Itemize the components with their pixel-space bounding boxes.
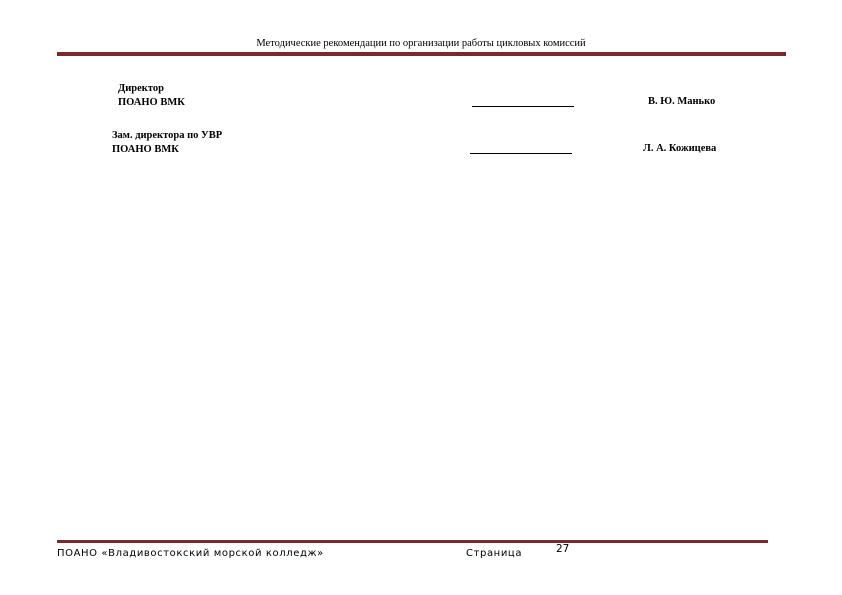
footer-page-label: Страница — [466, 548, 523, 559]
signature-organization: ПОАНО ВМК — [118, 97, 185, 108]
signature-position: Директор — [118, 83, 164, 94]
signature-name: Л. А. Кожицева — [643, 143, 717, 154]
header-rule — [57, 52, 786, 56]
signature-name: В. Ю. Манько — [648, 96, 716, 107]
header-title: Методические рекомендации по организации работы цикловых комиссий — [256, 38, 586, 49]
page-number: 27 — [556, 543, 570, 555]
footer-organization: ПОАНО «Владивостокский морской колледж» — [57, 548, 324, 559]
footer-rule — [57, 540, 768, 543]
signature-organization: ПОАНО ВМК — [112, 144, 179, 155]
signature-line — [470, 153, 572, 154]
signature-line — [472, 106, 574, 107]
signature-position: Зам. директора по УВР — [112, 130, 223, 141]
